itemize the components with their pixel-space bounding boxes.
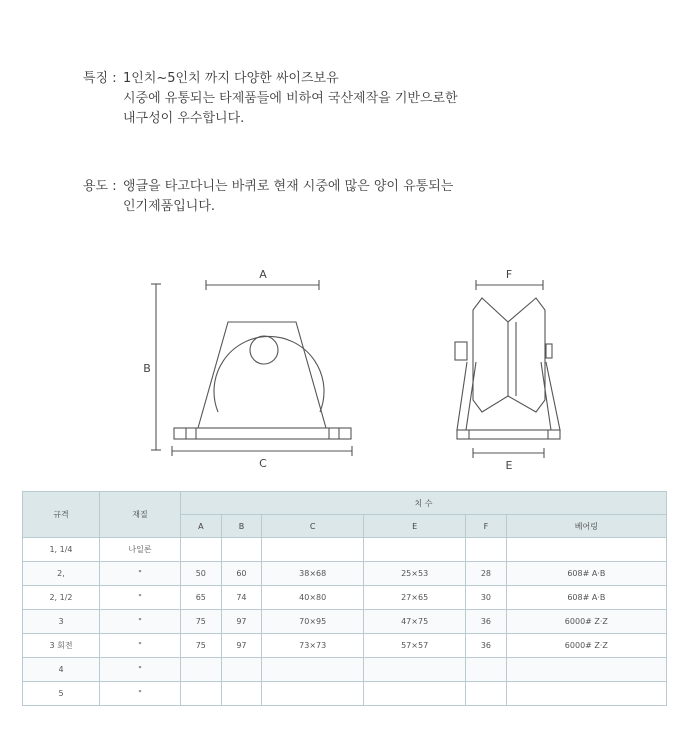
cell-b: 97 <box>221 610 262 634</box>
table-row <box>23 586 667 610</box>
cell-f <box>466 538 507 562</box>
cell-spec: 1, 1/4 <box>23 538 100 562</box>
cell-spec: 2, 1/2 <box>23 586 100 610</box>
cell-spec: 3 <box>23 610 100 634</box>
subheader-b: B <box>221 515 262 538</box>
header-spec: 규격 <box>23 492 100 538</box>
table-row <box>23 682 667 706</box>
spec-table <box>22 491 667 706</box>
side-view <box>455 280 560 458</box>
cell-spec: 4 <box>23 658 100 682</box>
cell-bearing: 608# A·B <box>506 562 666 586</box>
feature-line: 시중에 유통되는 타제품들에 비하여 국산제작을 기반으로한 <box>123 91 458 106</box>
table-row <box>23 610 667 634</box>
front-view <box>151 280 352 456</box>
cell-b <box>221 538 262 562</box>
dim-label-e: E <box>505 459 513 472</box>
cell-b: 60 <box>221 562 262 586</box>
cell-e: 47×75 <box>364 610 466 634</box>
cell-b <box>221 682 262 706</box>
cell-e <box>364 658 466 682</box>
cell-bearing: 608# A·B <box>506 586 666 610</box>
table-row <box>23 562 667 586</box>
cell-f: 36 <box>466 634 507 658</box>
cell-a: 50 <box>181 562 222 586</box>
feature-label: 특징 : <box>83 71 117 86</box>
subheader-c: C <box>262 515 364 538</box>
table-row <box>23 658 667 682</box>
cell-c: 70×95 <box>262 610 364 634</box>
cell-e: 27×65 <box>364 586 466 610</box>
usage-line: 인기제품입니다. <box>123 199 216 214</box>
cell-material: " <box>100 634 181 658</box>
usage-label: 용도 : <box>83 179 117 194</box>
cell-spec: 2, <box>23 562 100 586</box>
cell-c: 73×73 <box>262 634 364 658</box>
cell-f: 36 <box>466 610 507 634</box>
cell-bearing <box>506 658 666 682</box>
cell-e <box>364 538 466 562</box>
cell-f: 28 <box>466 562 507 586</box>
cell-material: " <box>100 658 181 682</box>
dim-label-b: B <box>143 362 151 375</box>
header-dimensions: 치 수 <box>181 492 667 515</box>
cell-b: 74 <box>221 586 262 610</box>
subheader-e: E <box>364 515 466 538</box>
subheader-bearing: 베어링 <box>506 515 666 538</box>
cell-c <box>262 658 364 682</box>
cell-b: 97 <box>221 634 262 658</box>
cell-material: " <box>100 682 181 706</box>
cell-f <box>466 682 507 706</box>
cell-material: " <box>100 562 181 586</box>
cell-a <box>181 538 222 562</box>
cell-bearing <box>506 538 666 562</box>
subheader-a: A <box>181 515 222 538</box>
cell-e: 57×57 <box>364 634 466 658</box>
cell-a <box>181 682 222 706</box>
cell-spec: 3 회전 <box>23 634 100 658</box>
header-material: 재질 <box>100 492 181 538</box>
cell-a: 75 <box>181 610 222 634</box>
cell-material: " <box>100 586 181 610</box>
cell-a <box>181 658 222 682</box>
usage-line: 앵글을 타고다니는 바퀴로 현재 시중에 많은 양이 유통되는 <box>123 179 454 194</box>
table-row <box>23 538 667 562</box>
cell-c: 40×80 <box>262 586 364 610</box>
cell-a: 65 <box>181 586 222 610</box>
cell-a: 75 <box>181 634 222 658</box>
cell-e <box>364 682 466 706</box>
subheader-f: F <box>466 515 507 538</box>
cell-b <box>221 658 262 682</box>
feature-line: 1인치~5인치 까지 다양한 싸이즈보유 <box>123 71 339 86</box>
cell-c <box>262 682 364 706</box>
cell-bearing: 6000# Z·Z <box>506 634 666 658</box>
dim-label-f: F <box>505 268 513 281</box>
cell-bearing <box>506 682 666 706</box>
cell-f: 30 <box>466 586 507 610</box>
dim-label-c: C <box>259 457 267 470</box>
cell-c <box>262 538 364 562</box>
table-row <box>23 634 667 658</box>
cell-spec: 5 <box>23 682 100 706</box>
cell-material: " <box>100 610 181 634</box>
cell-c: 38×68 <box>262 562 364 586</box>
dim-label-a: A <box>259 268 267 281</box>
feature-line: 내구성이 우수합니다. <box>123 111 245 126</box>
cell-e: 25×53 <box>364 562 466 586</box>
cell-f <box>466 658 507 682</box>
cell-material: 나일론 <box>100 538 181 562</box>
cell-bearing: 6000# Z·Z <box>506 610 666 634</box>
